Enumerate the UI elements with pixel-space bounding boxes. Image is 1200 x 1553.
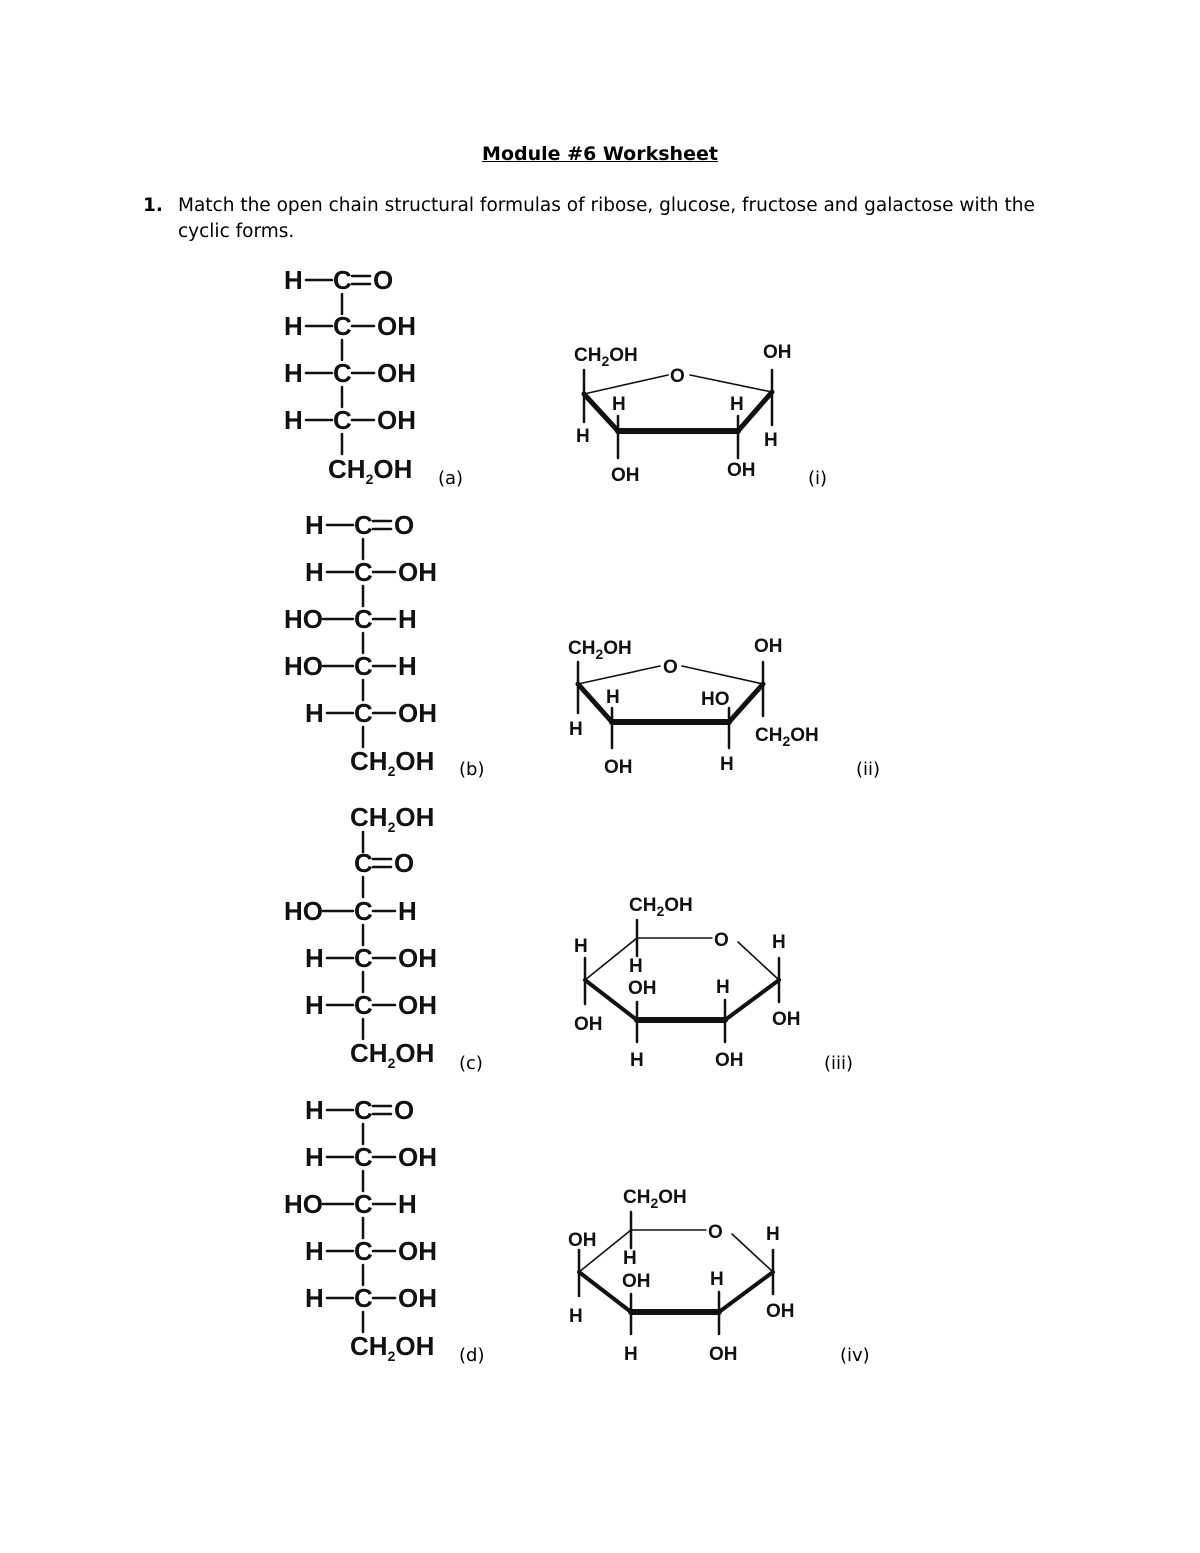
atom-c: C	[333, 265, 352, 295]
atom-ho: HO	[284, 651, 323, 681]
atom-oh: OH	[377, 405, 416, 435]
atom-oh: OH	[622, 1271, 651, 1292]
atom-h: H	[284, 405, 303, 435]
atom-oh: OH	[763, 342, 792, 363]
atom-o: O	[394, 848, 415, 878]
atom-h: H	[305, 1095, 324, 1125]
atom-c: C	[354, 1283, 373, 1313]
atom-h: H	[305, 990, 324, 1020]
atom-oh: OH	[398, 943, 437, 973]
atom-c: C	[354, 651, 373, 681]
atom-o: O	[394, 1095, 415, 1125]
atom-h: H	[766, 1224, 780, 1245]
atom-o: O	[708, 1222, 723, 1243]
label-d: (d)	[459, 1345, 485, 1366]
label-a: (a)	[438, 468, 464, 489]
atom-h: H	[624, 1344, 638, 1365]
atom-o: O	[394, 510, 415, 540]
atom-h: H	[305, 557, 324, 587]
atom-ch2oh: $CH_2OH$	[350, 1331, 435, 1364]
atom-ho: HO	[701, 689, 730, 710]
atom-c: C	[354, 510, 373, 540]
atom-oh: OH	[398, 990, 437, 1020]
atom-ho: HO	[284, 896, 323, 926]
atom-oh: OH	[766, 1301, 795, 1322]
atom-oh: OH	[398, 698, 437, 728]
atom-c: C	[354, 604, 373, 634]
atom-h: H	[284, 358, 303, 388]
question-text: Match the open chain structural formulas of ribose, glucose, fructose and galactose with the cyclic forms.	[178, 195, 1035, 242]
atom-ch2oh: $CH_2OH$	[328, 454, 413, 487]
atom-h: H	[305, 1142, 324, 1172]
atom-oh: OH	[715, 1050, 744, 1071]
atom-ch2oh: $CH_2OH$	[629, 895, 693, 919]
atom-ho: HO	[284, 1189, 323, 1219]
label-iv: (iv)	[840, 1345, 870, 1366]
atom-h: H	[569, 1306, 583, 1327]
atom-c: C	[354, 943, 373, 973]
atom-ch2oh: $CH_2OH$	[350, 746, 435, 779]
label-c: (c)	[459, 1053, 483, 1074]
atom-h: H	[630, 1050, 644, 1071]
atom-o: O	[373, 265, 394, 295]
atom-c: C	[333, 311, 352, 341]
atom-oh: OH	[398, 1283, 437, 1313]
atom-ch2oh: $CH_2OH$	[574, 345, 638, 369]
atom-h: H	[284, 311, 303, 341]
atom-ho: HO	[284, 604, 323, 634]
atom-c: C	[354, 698, 373, 728]
atom-oh: OH	[604, 757, 633, 778]
atom-h: H	[716, 977, 730, 998]
atom-oh: OH	[754, 636, 783, 657]
atom-h: H	[398, 896, 417, 926]
label-iii: (iii)	[824, 1053, 854, 1074]
atom-ch2oh: $CH_2OH$	[350, 1038, 435, 1071]
atom-c: C	[333, 358, 352, 388]
atom-c: C	[354, 1236, 373, 1266]
atom-ch2oh: $CH_2OH$	[568, 638, 632, 662]
atom-h: H	[305, 510, 324, 540]
atom-oh: OH	[574, 1014, 603, 1035]
atom-oh: OH	[398, 1142, 437, 1172]
atom-h: H	[398, 651, 417, 681]
atom-h: H	[764, 430, 778, 451]
atom-h: H	[606, 687, 620, 708]
atom-c: C	[354, 848, 373, 878]
atom-oh: OH	[727, 460, 756, 481]
atom-oh: OH	[398, 557, 437, 587]
atom-oh: OH	[377, 311, 416, 341]
atom-oh: OH	[568, 1230, 597, 1251]
atom-c: C	[354, 896, 373, 926]
cyclic-iv	[579, 1212, 773, 1334]
atom-c: C	[354, 557, 373, 587]
atom-oh: OH	[398, 1236, 437, 1266]
atom-oh: OH	[709, 1344, 738, 1365]
atom-c: C	[354, 990, 373, 1020]
atom-h: H	[710, 1269, 724, 1290]
question-number: 1.	[143, 195, 163, 216]
atom-c: C	[354, 1142, 373, 1172]
label-i: (i)	[808, 468, 828, 489]
page-title: Module #6 Worksheet	[482, 143, 718, 165]
atom-h: H	[305, 698, 324, 728]
atom-h: H	[284, 265, 303, 295]
atom-oh: OH	[628, 978, 657, 999]
atom-ch2oh: $CH_2OH$	[623, 1187, 687, 1211]
atom-h: H	[772, 932, 786, 953]
atom-h: H	[623, 1248, 637, 1269]
atom-o: O	[663, 657, 678, 678]
label-b: (b)	[459, 759, 485, 780]
atom-ch2oh: $CH_2OH$	[350, 802, 435, 835]
atom-h: H	[612, 394, 626, 415]
atom-oh: OH	[611, 465, 640, 486]
atom-o: O	[670, 366, 685, 387]
atom-oh: OH	[377, 358, 416, 388]
atom-h: H	[398, 604, 417, 634]
atom-h: H	[398, 1189, 417, 1219]
atom-ch2oh: $CH_2OH$	[755, 725, 819, 749]
atom-h: H	[305, 1283, 324, 1313]
atom-h: H	[569, 719, 583, 740]
atom-o: O	[714, 930, 729, 951]
atom-h: H	[305, 1236, 324, 1266]
atom-c: C	[354, 1095, 373, 1125]
atom-c: C	[333, 405, 352, 435]
cyclic-iii	[585, 920, 779, 1042]
atom-oh: OH	[772, 1009, 801, 1030]
atom-h: H	[730, 394, 744, 415]
atom-h: H	[576, 426, 590, 447]
atom-h: H	[629, 956, 643, 977]
atom-h: H	[574, 936, 588, 957]
atom-h: H	[305, 943, 324, 973]
atom-c: C	[354, 1189, 373, 1219]
atom-h: H	[720, 754, 734, 775]
label-ii: (ii)	[856, 759, 881, 780]
